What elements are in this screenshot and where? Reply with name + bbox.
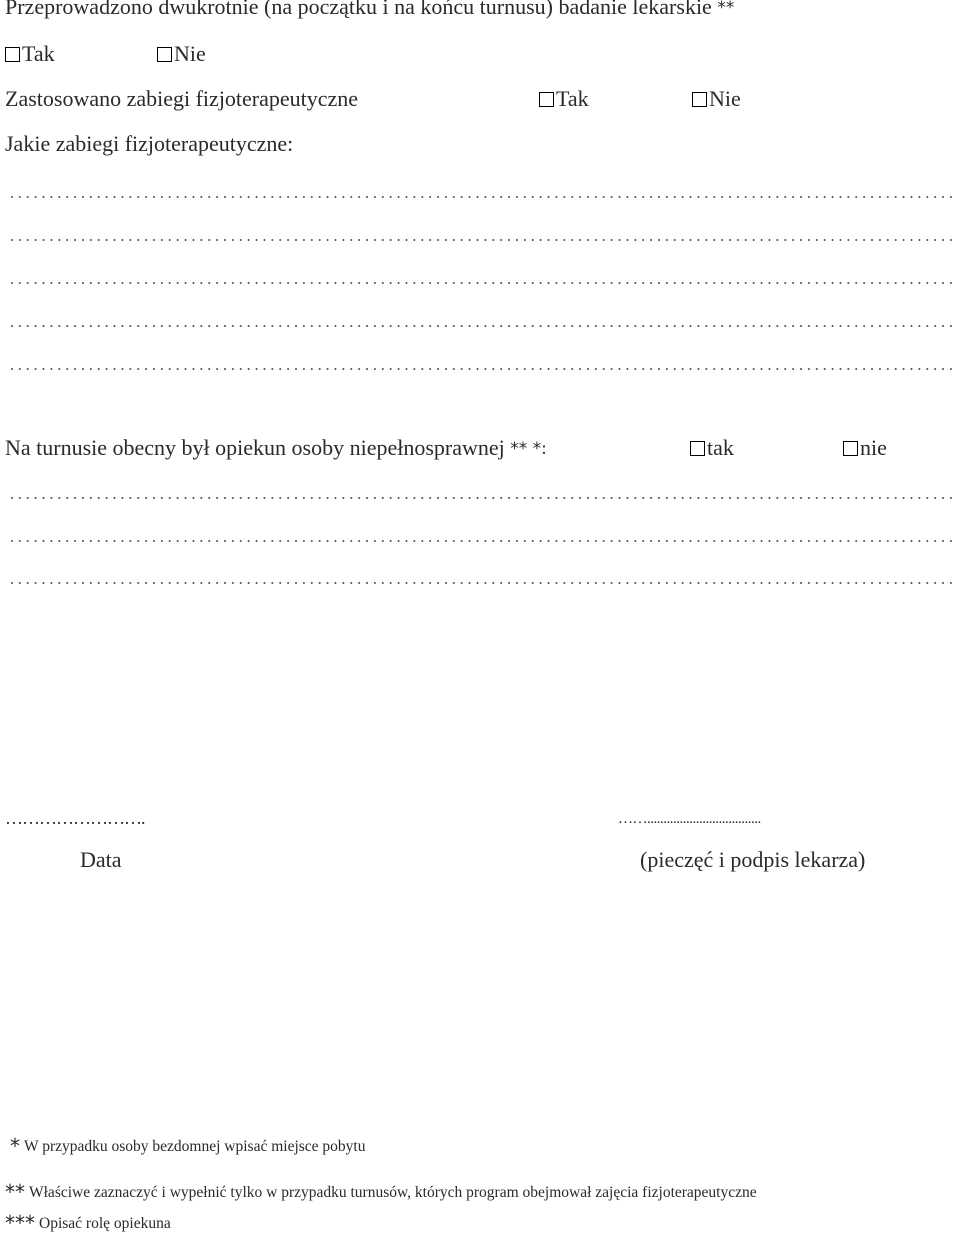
exam-no-option[interactable]: [157, 41, 206, 67]
date-label: [80, 847, 122, 873]
footnote-3: [5, 1211, 171, 1235]
guardian-question-text: Na turnusie obecny był opiekun osoby niepełnosprawnej: [5, 435, 505, 460]
guardian-fill-line-3[interactable]: [8, 582, 956, 584]
date-label-text: Data: [80, 847, 122, 872]
exam-yes-checkbox[interactable]: [5, 47, 20, 62]
guardian-yes-checkbox[interactable]: [690, 441, 705, 456]
guardian-yes-option[interactable]: [690, 435, 734, 461]
physio-question: [5, 86, 358, 112]
guardian-question: [5, 435, 547, 461]
treatments-fill-line-4[interactable]: [8, 325, 956, 327]
stamp-label-text: (pieczęć i podpis lekarza): [640, 847, 866, 872]
stamp-dots: ……...................................: [618, 811, 761, 827]
guardian-no-option[interactable]: [843, 435, 887, 461]
physio-yes-checkbox[interactable]: [539, 92, 554, 107]
footnote-2-marker: **: [5, 1180, 25, 1204]
physio-question-text: Zastosowano zabiegi fizjoterapeutyczne: [5, 86, 359, 111]
footnote-1-text: W przypadku osoby bezdomnej wpisać miejsce pobytu: [24, 1138, 366, 1155]
physio-yes-option[interactable]: [539, 86, 589, 112]
date-dots: …………………….: [5, 808, 145, 828]
physio-no-label: Nie: [709, 86, 741, 111]
date-fill-line[interactable]: [5, 808, 145, 829]
treatments-fill-line-5[interactable]: [8, 368, 956, 370]
treatments-fill-line-1[interactable]: [8, 196, 956, 198]
physio-no-checkbox[interactable]: [692, 92, 707, 107]
treatments-label-text: Jakie zabiegi fizjoterapeutyczne:: [5, 131, 294, 156]
physio-no-option[interactable]: [692, 86, 741, 112]
guardian-no-checkbox[interactable]: [843, 441, 858, 456]
exam-no-label: Nie: [174, 41, 206, 66]
treatments-fill-line-2[interactable]: [8, 239, 956, 241]
footnote-2: [5, 1180, 757, 1204]
guardian-fill-line-2[interactable]: [8, 540, 956, 542]
guardian-yes-label: tak: [707, 435, 734, 460]
footnote-2-text: Właściwe zaznaczyć i wypełnić tylko w przypadku turnusów, których program obejmował zajęcia fizjoterapeutyczne: [29, 1184, 757, 1201]
exam-no-checkbox[interactable]: [157, 47, 172, 62]
footnote-3-marker: ***: [5, 1211, 35, 1235]
exam-footnote-marker: **: [717, 0, 735, 18]
footnote-1: [10, 1134, 366, 1158]
stamp-label: [640, 847, 865, 873]
guardian-fill-line-1[interactable]: [8, 497, 956, 499]
exam-question: [5, 0, 734, 20]
exam-yes-option[interactable]: [5, 41, 55, 67]
exam-yes-label: Tak: [22, 41, 55, 66]
exam-question-text: Przeprowadzono dwukrotnie (na początku i na końcu turnusu) badanie lekarskie: [5, 0, 712, 19]
physio-yes-label: Tak: [556, 86, 589, 111]
guardian-footnote-marker: ** *:: [510, 439, 547, 459]
footnote-1-marker: *: [10, 1134, 20, 1158]
guardian-no-label: nie: [860, 435, 887, 460]
footnote-3-text: Opisać rolę opiekuna: [39, 1215, 171, 1232]
treatments-label: [5, 131, 293, 157]
treatments-fill-line-3[interactable]: [8, 282, 956, 284]
stamp-fill-line[interactable]: [618, 811, 761, 828]
